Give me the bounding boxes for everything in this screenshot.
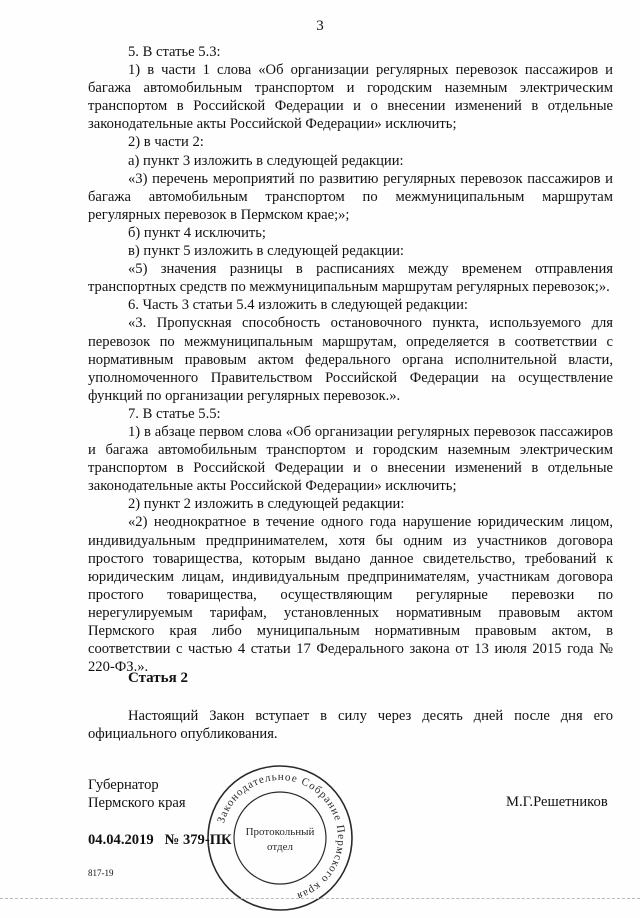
registry-number: 817-19 xyxy=(88,868,114,878)
paragraph: б) пункт 4 исключить; xyxy=(128,224,266,241)
paragraph: «2) неоднократное в течение одного года нарушение юридическим лицом, индивидуальным предпринимателем, хотя бы одним из участников договора простого товарищества, которым выдано данное свидетельство, требований к юридическим лицам, индивидуальным предпринимателям, участникам договора простого товарищества, осуществляющим регулярные перевозки по нерегулируемым тарифам, установленных нормативным правовым актом Пермского края либо муниципальным нормативным правовым актом, в соответствии с частью 4 статьи 17 Федерального закона от 13 июля 2015 года № 220-ФЗ.». xyxy=(88,514,613,676)
signing-info xyxy=(88,832,232,849)
signer-position-line: Пермского края xyxy=(88,795,186,811)
article-heading: Статья 2 xyxy=(128,670,188,686)
paragraph: «3. Пропускная способность остановочного пункта, используемого для перевозок по межмуниципальным маршрутам, определяется в соответствии с нормативным правовым актом федерального органа исполнительной власти, уполномоченного Правительством Российской Федерации на осуществление функций по организации регулярных перевозок.». xyxy=(88,315,613,404)
signer-name: М.Г.Решетников xyxy=(506,794,608,810)
law-number: № 379-ПК xyxy=(164,832,232,848)
amendments-text xyxy=(88,43,613,676)
paragraph: «5) значения разницы в расписаниях между временем отправления транспортных средств по межмуниципальным маршрутам регулярных перевозок;». xyxy=(88,261,613,296)
page-edge-line xyxy=(0,898,640,899)
paragraph: 6. Часть 3 статьи 5.4 изложить в следующей редакции: xyxy=(128,297,468,314)
paragraph: 2) в части 2: xyxy=(128,134,204,151)
paragraph: 1) в части 1 слова «Об организации регулярных перевозок пассажиров и багажа автомобильным транспортом и городским наземным электрическим транспортом в Российской Федерации и о внесении изменений в отдельные законодательные акты Российской Федерации» исключить; xyxy=(88,62,613,133)
stamp-inner-ring xyxy=(234,792,326,884)
signer-position-line: Губернатор xyxy=(88,777,159,793)
paragraph: 7. В статье 5.5: xyxy=(128,405,221,422)
paragraph: «3) перечень мероприятий по развитию регулярных перевозок пассажиров и багажа автомобильным транспортом по межмуниципальным маршрутам регулярных перевозок в Пермском крае;»; xyxy=(88,170,613,223)
article-text xyxy=(88,707,613,743)
signer-position xyxy=(88,776,186,812)
paragraph: а) пункт 3 изложить в следующей редакции: xyxy=(128,152,404,169)
stamp-ring-text: Законодательное Собрание Пермского края xyxy=(215,770,348,903)
paragraph: 5. В статье 5.3: xyxy=(128,44,221,60)
paragraph: 1) в абзаце первом слова «Об организации регулярных перевозок пассажиров и багажа автомобильным транспортом и городским наземным электрическим транспортом в Российской Федерации и о внесении изменений в отдельные законодательные акты Российской Федерации» исключить; xyxy=(88,423,613,495)
page-number: 3 xyxy=(316,18,324,34)
stamp-center-line1: Протокольный xyxy=(245,826,315,838)
signing-date: 04.04.2019 xyxy=(88,832,154,848)
paragraph: в) пункт 5 изложить в следующей редакции: xyxy=(128,243,404,260)
stamp-center-line2: отдел xyxy=(267,841,293,853)
paragraph: Настоящий Закон вступает в силу через десять дней после дня его официального опубликования. xyxy=(88,708,613,743)
paragraph: 2) пункт 2 изложить в следующей редакции: xyxy=(128,496,405,513)
